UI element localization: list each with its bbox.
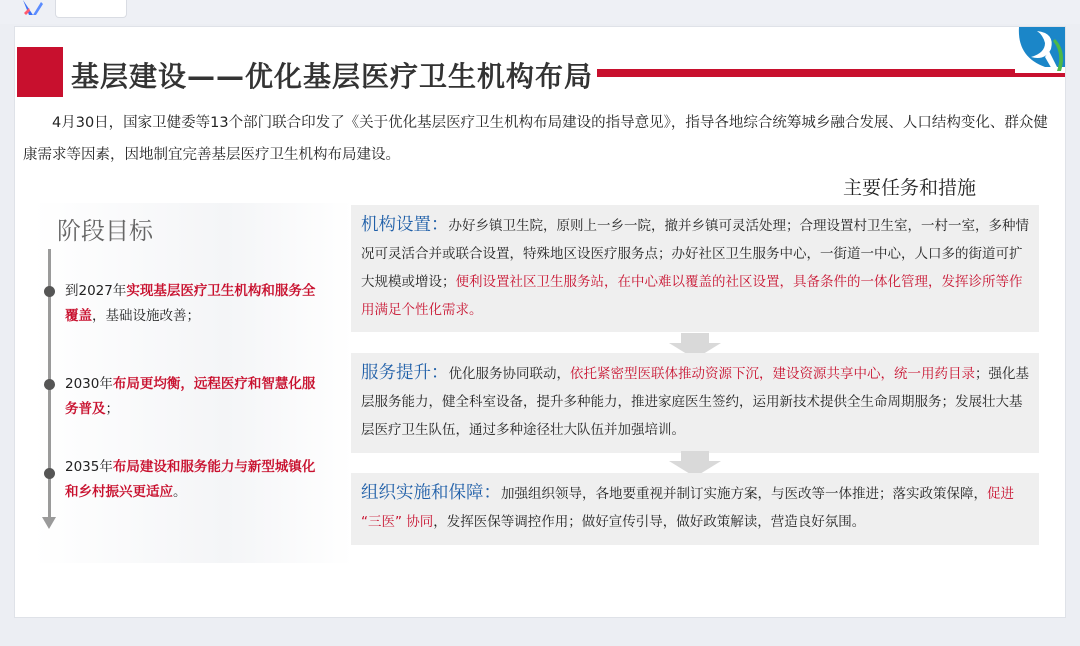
intro-paragraph: 4月30日，国家卫健委等13个部门联合印发了《关于优化基层医疗卫生机构布局建设的指导意见》，指导各地综合统筹城乡融合发展、人口结构变化、群众健康需求等因素，因地制宜完善基层医疗卫生机构布局建设。 xyxy=(23,115,1048,163)
goal-year: 2030年 xyxy=(65,376,113,392)
app-toolbar xyxy=(0,0,1080,24)
main-tasks-title: 主要任务和措施 xyxy=(843,177,977,199)
task-highlight: 便利设置社区卫生服务站，在中心难以覆盖的社区设置，具备条件的一体化管理，发挥诊所等作用满足个性化需求。 xyxy=(361,274,1023,318)
goal-2030 xyxy=(65,372,327,422)
timeline-dot xyxy=(44,286,55,297)
task-institution-setup xyxy=(351,205,1039,332)
stage-goals-title: 阶段目标 xyxy=(57,217,153,245)
goal-suffix: ； xyxy=(105,401,119,417)
title-accent-block xyxy=(17,47,63,97)
slide-title: 基层建设——优化基层医疗卫生机构布局 xyxy=(71,60,594,93)
task-heading: 服务提升： xyxy=(361,363,449,383)
timeline-dot xyxy=(44,379,55,390)
goal-highlight: 布局建设和服务能力与新型城镇化和乡村振兴更适应 xyxy=(65,459,316,500)
title-accent-bar xyxy=(597,69,1066,77)
brand-logo-icon xyxy=(1015,27,1066,73)
task-highlight: 依托紧密型医联体推动资源下沉，建设资源共享中心，统一用药目录 xyxy=(570,366,975,382)
task-heading: 组织实施和保障： xyxy=(361,483,501,503)
goal-2035 xyxy=(65,455,327,505)
goal-2027 xyxy=(65,279,327,329)
task-highlight: 促进 “三医” 协同 xyxy=(361,486,1014,530)
goal-suffix: 。 xyxy=(173,484,187,500)
task-service-improvement xyxy=(351,353,1039,453)
goal-suffix: ，基础设施改善； xyxy=(92,308,200,324)
goal-highlight: 布局更均衡，远程医疗和智慧化服务普及 xyxy=(65,376,316,417)
goal-year: 到2027年 xyxy=(65,283,127,299)
toolbar-tab[interactable] xyxy=(55,0,127,18)
task-heading: 机构设置： xyxy=(361,215,449,235)
goal-year: 2035年 xyxy=(65,459,113,475)
timeline-dot xyxy=(44,468,55,479)
goal-highlight: 实现基层医疗卫生机构和服务全覆盖 xyxy=(65,283,316,324)
app-logo-icon[interactable] xyxy=(20,0,46,18)
slide-canvas xyxy=(14,26,1066,618)
task-text: 加强组织领导，各地要重视并制订实施方案，与医改等一体推进；落实政策保障， xyxy=(501,486,987,502)
task-organization-guarantee xyxy=(351,473,1039,545)
task-text: ；强化基层服务能力，健全科室设备，提升多种能力，推进家庭医生签约，运用新技术提供全生命周期服务；发展壮大基层医疗卫生队伍，通过多种途径壮大队伍并加强培训。 xyxy=(361,366,1029,438)
timeline-arrow-icon xyxy=(42,517,56,529)
task-text: 优化服务协同联动， xyxy=(448,366,570,382)
task-text: ，发挥医保等调控作用；做好宣传引导，做好政策解读，营造良好氛围。 xyxy=(433,514,866,530)
task-text: 办好乡镇卫生院，原则上一乡一院，撤并乡镇可灵活处理；合理设置村卫生室，一村一室，多种情况可灵活合并或联合设置，特殊地区设医疗服务点；办好社区卫生服务中心，一街道一中心，人口多的街道可扩大规模或增设； xyxy=(361,218,1029,290)
